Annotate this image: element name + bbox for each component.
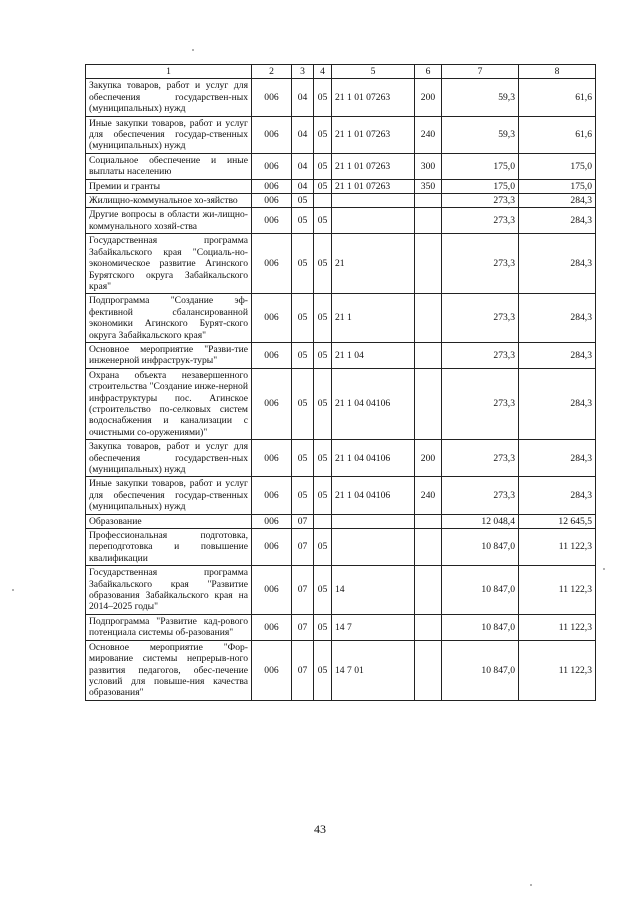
section-code-cell: 07 bbox=[292, 529, 314, 566]
table-row bbox=[86, 440, 596, 477]
target-article-cell bbox=[332, 208, 415, 234]
section-code-cell: 07 bbox=[292, 614, 314, 640]
subsection-code-cell: 05 bbox=[314, 179, 332, 193]
amount-year1-cell: 273,3 bbox=[442, 342, 519, 368]
section-code-cell: 05 bbox=[292, 208, 314, 234]
target-article-cell: 21 1 01 07263 bbox=[332, 153, 415, 179]
table-row bbox=[86, 208, 596, 234]
amount-year1-cell: 10 847,0 bbox=[442, 566, 519, 615]
ministry-code-cell: 006 bbox=[252, 477, 292, 514]
page-number: 43 bbox=[314, 822, 326, 836]
scan-speck bbox=[603, 568, 605, 570]
table-row bbox=[86, 529, 596, 566]
row-name-cell: Премии и гранты bbox=[86, 179, 252, 193]
amount-year1-cell: 273,3 bbox=[442, 440, 519, 477]
section-code-cell: 05 bbox=[292, 294, 314, 343]
amount-year1-cell: 273,3 bbox=[442, 194, 519, 208]
amount-year2-cell: 284,3 bbox=[519, 477, 596, 514]
expense-type-cell bbox=[415, 566, 442, 615]
target-article-cell: 14 bbox=[332, 566, 415, 615]
ministry-code-cell: 006 bbox=[252, 614, 292, 640]
expense-type-cell bbox=[415, 294, 442, 343]
header-cell: 8 bbox=[519, 65, 596, 79]
amount-year2-cell: 284,3 bbox=[519, 368, 596, 439]
target-article-cell bbox=[332, 514, 415, 528]
table-row bbox=[86, 514, 596, 528]
ministry-code-cell: 006 bbox=[252, 79, 292, 116]
target-article-cell: 21 1 04 04106 bbox=[332, 440, 415, 477]
row-name-cell: Закупка товаров, работ и услуг для обеспечения государствен-ных (муниципальных) нужд bbox=[86, 79, 252, 116]
table-row bbox=[86, 179, 596, 193]
row-name-cell: Закупка товаров, работ и услуг для обеспечения государствен-ных (муниципальных) нужд bbox=[86, 440, 252, 477]
section-code-cell: 07 bbox=[292, 640, 314, 700]
amount-year2-cell: 284,3 bbox=[519, 440, 596, 477]
amount-year1-cell: 273,3 bbox=[442, 208, 519, 234]
row-name-cell: Жилищно-коммунальное хо-зяйство bbox=[86, 194, 252, 208]
row-name-cell: Основное мероприятие "Разви-тие инженерной инфраструк-туры" bbox=[86, 342, 252, 368]
ministry-code-cell: 006 bbox=[252, 529, 292, 566]
header-cell: 2 bbox=[252, 65, 292, 79]
table-row bbox=[86, 342, 596, 368]
row-name-cell: Иные закупки товаров, работ и услуг для обеспечения государ-ственных (муниципальных) нужд bbox=[86, 477, 252, 514]
ministry-code-cell: 006 bbox=[252, 640, 292, 700]
subsection-code-cell: 05 bbox=[314, 614, 332, 640]
subsection-code-cell bbox=[314, 194, 332, 208]
ministry-code-cell: 006 bbox=[252, 234, 292, 294]
section-code-cell: 05 bbox=[292, 342, 314, 368]
amount-year1-cell: 10 847,0 bbox=[442, 529, 519, 566]
target-article-cell: 14 7 bbox=[332, 614, 415, 640]
amount-year1-cell: 273,3 bbox=[442, 368, 519, 439]
section-code-cell: 04 bbox=[292, 79, 314, 116]
amount-year2-cell: 284,3 bbox=[519, 194, 596, 208]
subsection-code-cell: 05 bbox=[314, 368, 332, 439]
expense-type-cell bbox=[415, 529, 442, 566]
amount-year1-cell: 273,3 bbox=[442, 477, 519, 514]
budget-table bbox=[85, 64, 596, 701]
target-article-cell: 21 bbox=[332, 234, 415, 294]
amount-year1-cell: 273,3 bbox=[442, 294, 519, 343]
row-name-cell: Другие вопросы в области жи-лищно-коммунального хозяй-ства bbox=[86, 208, 252, 234]
section-code-cell: 07 bbox=[292, 514, 314, 528]
subsection-code-cell: 05 bbox=[314, 440, 332, 477]
subsection-code-cell: 05 bbox=[314, 79, 332, 116]
expense-type-cell bbox=[415, 640, 442, 700]
table-row bbox=[86, 368, 596, 439]
row-name-cell: Подпрограмма "Создание эф-фективной сбалансированной экономики Агинского Бурят-ского округа Забайкальского края" bbox=[86, 294, 252, 343]
header-row bbox=[86, 65, 596, 79]
section-code-cell: 04 bbox=[292, 116, 314, 153]
amount-year2-cell: 11 122,3 bbox=[519, 640, 596, 700]
ministry-code-cell: 006 bbox=[252, 179, 292, 193]
ministry-code-cell: 006 bbox=[252, 208, 292, 234]
ministry-code-cell: 006 bbox=[252, 116, 292, 153]
subsection-code-cell: 05 bbox=[314, 294, 332, 343]
target-article-cell: 21 1 bbox=[332, 294, 415, 343]
target-article-cell: 14 7 01 bbox=[332, 640, 415, 700]
ministry-code-cell: 006 bbox=[252, 194, 292, 208]
expense-type-cell: 240 bbox=[415, 477, 442, 514]
expense-type-cell bbox=[415, 368, 442, 439]
header-cell: 1 bbox=[86, 65, 252, 79]
target-article-cell: 21 1 01 07263 bbox=[332, 79, 415, 116]
table-row bbox=[86, 566, 596, 615]
subsection-code-cell: 05 bbox=[314, 566, 332, 615]
expense-type-cell: 300 bbox=[415, 153, 442, 179]
subsection-code-cell: 05 bbox=[314, 208, 332, 234]
amount-year2-cell: 61,6 bbox=[519, 79, 596, 116]
subsection-code-cell: 05 bbox=[314, 529, 332, 566]
section-code-cell: 05 bbox=[292, 477, 314, 514]
row-name-cell: Государственная программа Забайкальского края "Развитие образования Забайкальского края на 2014–2025 годы" bbox=[86, 566, 252, 615]
table-row bbox=[86, 294, 596, 343]
amount-year1-cell: 10 847,0 bbox=[442, 640, 519, 700]
amount-year2-cell: 11 122,3 bbox=[519, 529, 596, 566]
section-code-cell: 04 bbox=[292, 179, 314, 193]
amount-year1-cell: 59,3 bbox=[442, 116, 519, 153]
amount-year1-cell: 175,0 bbox=[442, 153, 519, 179]
target-article-cell: 21 1 01 07263 bbox=[332, 179, 415, 193]
ministry-code-cell: 006 bbox=[252, 514, 292, 528]
header-cell: 4 bbox=[314, 65, 332, 79]
row-name-cell: Образование bbox=[86, 514, 252, 528]
ministry-code-cell: 006 bbox=[252, 342, 292, 368]
amount-year2-cell: 175,0 bbox=[519, 153, 596, 179]
section-code-cell: 04 bbox=[292, 153, 314, 179]
expense-type-cell: 200 bbox=[415, 79, 442, 116]
subsection-code-cell: 05 bbox=[314, 342, 332, 368]
amount-year1-cell: 273,3 bbox=[442, 234, 519, 294]
table-row bbox=[86, 153, 596, 179]
expense-type-cell bbox=[415, 514, 442, 528]
header-cell: 5 bbox=[332, 65, 415, 79]
section-code-cell: 07 bbox=[292, 566, 314, 615]
amount-year2-cell: 12 645,5 bbox=[519, 514, 596, 528]
row-name-cell: Государственная программа Забайкальского края "Социаль-но-экономическое развитие Агинского Бурятского округа Забайкальского края" bbox=[86, 234, 252, 294]
table-row bbox=[86, 234, 596, 294]
amount-year2-cell: 284,3 bbox=[519, 342, 596, 368]
scan-speck bbox=[12, 589, 14, 591]
target-article-cell: 21 1 01 07263 bbox=[332, 116, 415, 153]
subsection-code-cell: 05 bbox=[314, 116, 332, 153]
ministry-code-cell: 006 bbox=[252, 153, 292, 179]
amount-year2-cell: 175,0 bbox=[519, 179, 596, 193]
amount-year2-cell: 11 122,3 bbox=[519, 566, 596, 615]
table-body bbox=[86, 79, 596, 700]
subsection-code-cell: 05 bbox=[314, 234, 332, 294]
table-row bbox=[86, 194, 596, 208]
header-cell: 3 bbox=[292, 65, 314, 79]
subsection-code-cell: 05 bbox=[314, 477, 332, 514]
table-row bbox=[86, 477, 596, 514]
section-code-cell: 05 bbox=[292, 440, 314, 477]
section-code-cell: 05 bbox=[292, 234, 314, 294]
row-name-cell: Подпрограмма "Развитие кад-рового потенциала системы об-разования" bbox=[86, 614, 252, 640]
amount-year1-cell: 59,3 bbox=[442, 79, 519, 116]
expense-type-cell bbox=[415, 614, 442, 640]
expense-type-cell bbox=[415, 234, 442, 294]
ministry-code-cell: 006 bbox=[252, 566, 292, 615]
row-name-cell: Профессиональная подготовка, переподготовка и повышение квалификации bbox=[86, 529, 252, 566]
amount-year2-cell: 61,6 bbox=[519, 116, 596, 153]
amount-year2-cell: 284,3 bbox=[519, 294, 596, 343]
amount-year2-cell: 284,3 bbox=[519, 208, 596, 234]
target-article-cell: 21 1 04 bbox=[332, 342, 415, 368]
target-article-cell: 21 1 04 04106 bbox=[332, 368, 415, 439]
expense-type-cell: 350 bbox=[415, 179, 442, 193]
ministry-code-cell: 006 bbox=[252, 368, 292, 439]
table-row bbox=[86, 79, 596, 116]
row-name-cell: Охрана объекта незавершенного строительства "Создание инже-нерной инфраструктуры пос. Агинское (строительство по-селковых систем водоснабжения и канализации с очистными со-оружениями)" bbox=[86, 368, 252, 439]
section-code-cell: 05 bbox=[292, 368, 314, 439]
ministry-code-cell: 006 bbox=[252, 440, 292, 477]
expense-type-cell bbox=[415, 208, 442, 234]
subsection-code-cell: 05 bbox=[314, 153, 332, 179]
target-article-cell bbox=[332, 194, 415, 208]
expense-type-cell: 200 bbox=[415, 440, 442, 477]
subsection-code-cell: 05 bbox=[314, 640, 332, 700]
row-name-cell: Основное мероприятие "Фор-мирование системы непрерыв-ного развития педагогов, обес-печение условий для повыше-ния качества образования" bbox=[86, 640, 252, 700]
amount-year1-cell: 12 048,4 bbox=[442, 514, 519, 528]
scan-speck bbox=[530, 884, 532, 886]
amount-year1-cell: 175,0 bbox=[442, 179, 519, 193]
ministry-code-cell: 006 bbox=[252, 294, 292, 343]
scan-speck bbox=[192, 49, 194, 51]
table-row bbox=[86, 116, 596, 153]
amount-year2-cell: 11 122,3 bbox=[519, 614, 596, 640]
header-cell: 7 bbox=[442, 65, 519, 79]
amount-year1-cell: 10 847,0 bbox=[442, 614, 519, 640]
target-article-cell: 21 1 04 04106 bbox=[332, 477, 415, 514]
header-cell: 6 bbox=[415, 65, 442, 79]
target-article-cell bbox=[332, 529, 415, 566]
table-row bbox=[86, 640, 596, 700]
amount-year2-cell: 284,3 bbox=[519, 234, 596, 294]
table-row bbox=[86, 614, 596, 640]
expense-type-cell bbox=[415, 342, 442, 368]
expense-type-cell: 240 bbox=[415, 116, 442, 153]
expense-type-cell bbox=[415, 194, 442, 208]
row-name-cell: Социальное обеспечение и иные выплаты населению bbox=[86, 153, 252, 179]
subsection-code-cell bbox=[314, 514, 332, 528]
row-name-cell: Иные закупки товаров, работ и услуг для обеспечения государ-ственных (муниципальных) нужд bbox=[86, 116, 252, 153]
section-code-cell: 05 bbox=[292, 194, 314, 208]
